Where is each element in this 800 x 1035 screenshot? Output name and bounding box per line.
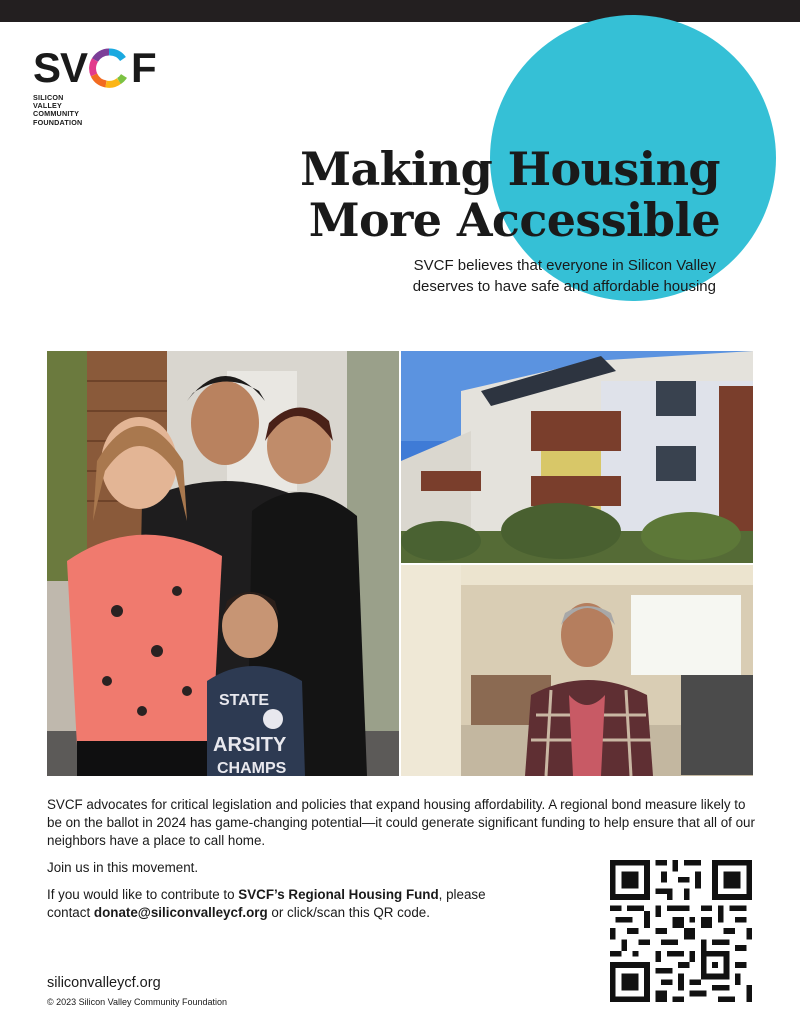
subhead-line-2: deserves to have safe and affordable housing [412, 278, 716, 295]
logo-letters-f: F [131, 44, 156, 91]
website-link[interactable]: siliconvalleycf.org [47, 975, 161, 991]
photo-collage [47, 351, 753, 776]
donate-email-link[interactable]: donate@siliconvalleycf.org [93, 905, 268, 920]
family-photo [47, 351, 399, 776]
senior-resident-photo [401, 565, 753, 776]
subhead-line-1: SVCF believes that everyone in Silicon Valley [413, 257, 716, 274]
svcf-c-ring-icon [89, 48, 129, 88]
shirt-text-varsity: ARSITY [213, 734, 287, 756]
headline-line-1: Making Housing [300, 142, 720, 196]
logo-letters-sv: SV [33, 44, 88, 91]
headline-line-2: More Accessible [308, 193, 720, 247]
shirt-text-state: STATE [219, 692, 270, 709]
join-paragraph: Join us in this movement. [47, 860, 199, 875]
housing-fund-name: SVCF’s Regional Housing Fund [238, 887, 439, 902]
qr-code[interactable] [610, 860, 752, 1002]
apartment-building-photo [401, 351, 753, 563]
page-headline [200, 144, 720, 246]
advocacy-paragraph: SVCF advocates for critical legislation and policies that expand housing affordability. A regional bond measure likely to be on the ballot in 2024 has game-changing potential—it could generate significant funding to help ensure that all of our neighbors have a place to call home. [47, 797, 755, 848]
logo-subtitle: SILICON VALLEY COMMUNITY FOUNDATION [33, 93, 83, 127]
copyright-notice: © 2023 Silicon Valley Community Foundation [47, 997, 228, 1007]
top-bar [0, 0, 800, 22]
contact-paragraph: If you would like to contribute to SVCF’s Regional Housing Fund, please contact donate@siliconvalleycf.org or click/scan this QR code. [47, 887, 486, 920]
svcf-logo[interactable] [33, 46, 193, 127]
shirt-text-champs: CHAMPS [217, 760, 287, 776]
page-subhead [300, 255, 716, 297]
